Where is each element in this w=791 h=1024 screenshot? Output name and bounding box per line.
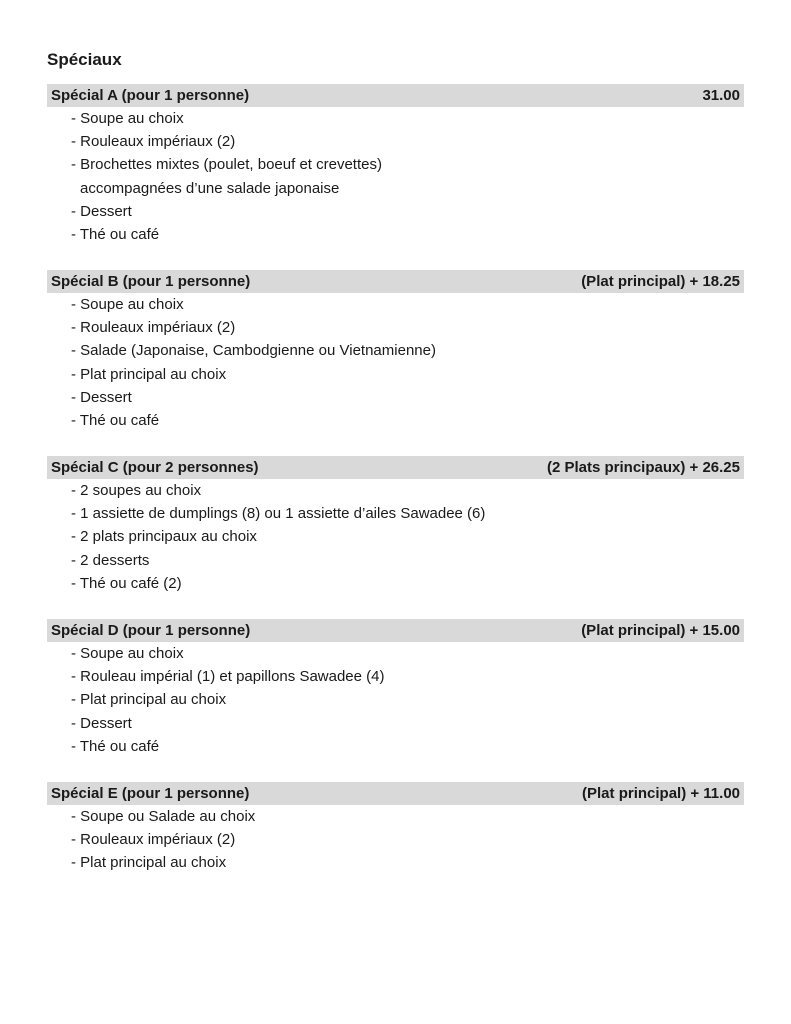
special-price: 31.00 (702, 87, 740, 104)
special-e-items (47, 805, 744, 875)
list-item: - 2 plats principaux au choix (71, 528, 257, 546)
special-a-header (47, 84, 744, 107)
special-price: (Plat principal) + 11.00 (582, 785, 740, 802)
list-item: - Soupe au choix (71, 110, 184, 127)
list-item: - Salade (Japonaise, Cambodgienne ou Vietnamienne) (71, 342, 436, 360)
special-d-section (47, 619, 744, 758)
special-c-section (47, 456, 744, 595)
special-price: (Plat principal) + 15.00 (581, 622, 740, 639)
list-item: - Thé ou café (71, 737, 160, 755)
special-d-header (47, 619, 744, 642)
list-item: - Soupe au choix (71, 645, 184, 662)
list-item: - Thé ou café (71, 412, 160, 430)
special-name: Spécial D (pour 1 personne) (51, 622, 251, 639)
list-item: - Plat principal au choix (71, 365, 227, 383)
list-item: - Plat principal au choix (71, 854, 227, 872)
list-item: - Thé ou café (2) (71, 574, 182, 592)
list-item: - Rouleaux impériaux (2) (71, 319, 236, 337)
list-item: - Rouleaux impériaux (2) (71, 133, 236, 151)
special-name: Spécial E (pour 1 personne) (51, 785, 250, 802)
list-item: - Soupe au choix (71, 296, 184, 313)
list-item: - Soupe ou Salade au choix (71, 808, 256, 825)
list-item: - 2 soupes au choix (71, 482, 202, 499)
special-name: Spécial A (pour 1 personne) (51, 87, 250, 104)
special-name: Spécial B (pour 1 personne) (51, 273, 251, 290)
special-c-items (47, 479, 744, 595)
list-item: - Rouleaux impériaux (2) (71, 831, 236, 849)
special-name: Spécial C (pour 2 personnes) (51, 459, 259, 476)
list-item: - Brochettes mixtes (poulet, boeuf et crevettes) (71, 156, 382, 174)
special-b-header (47, 270, 744, 293)
list-item: - Plat principal au choix (71, 691, 227, 709)
page-title: Spéciaux (47, 50, 122, 69)
list-item: - Dessert (71, 714, 132, 732)
special-c-header (47, 456, 744, 479)
special-price: (2 Plats principaux) + 26.25 (546, 459, 740, 476)
list-item-continuation: accompagnées d’une salade japonaise (80, 179, 340, 197)
list-item: - Dessert (71, 388, 132, 406)
special-b-items (47, 293, 744, 432)
special-b-section (47, 270, 744, 432)
list-item: - Thé ou café (71, 226, 160, 244)
special-d-items (47, 642, 744, 758)
list-item: - Dessert (71, 202, 132, 220)
special-e-section (47, 782, 744, 875)
special-a-items (47, 107, 744, 246)
list-item: - 1 assiette de dumplings (8) ou 1 assiette d’ailes Sawadee (6) (71, 505, 486, 523)
list-item: - 2 desserts (71, 551, 150, 569)
special-a-section (47, 84, 744, 246)
special-price: (Plat principal) + 18.25 (581, 273, 740, 290)
special-e-header (47, 782, 744, 805)
list-item: - Rouleau impérial (1) et papillons Sawadee (4) (71, 668, 385, 686)
